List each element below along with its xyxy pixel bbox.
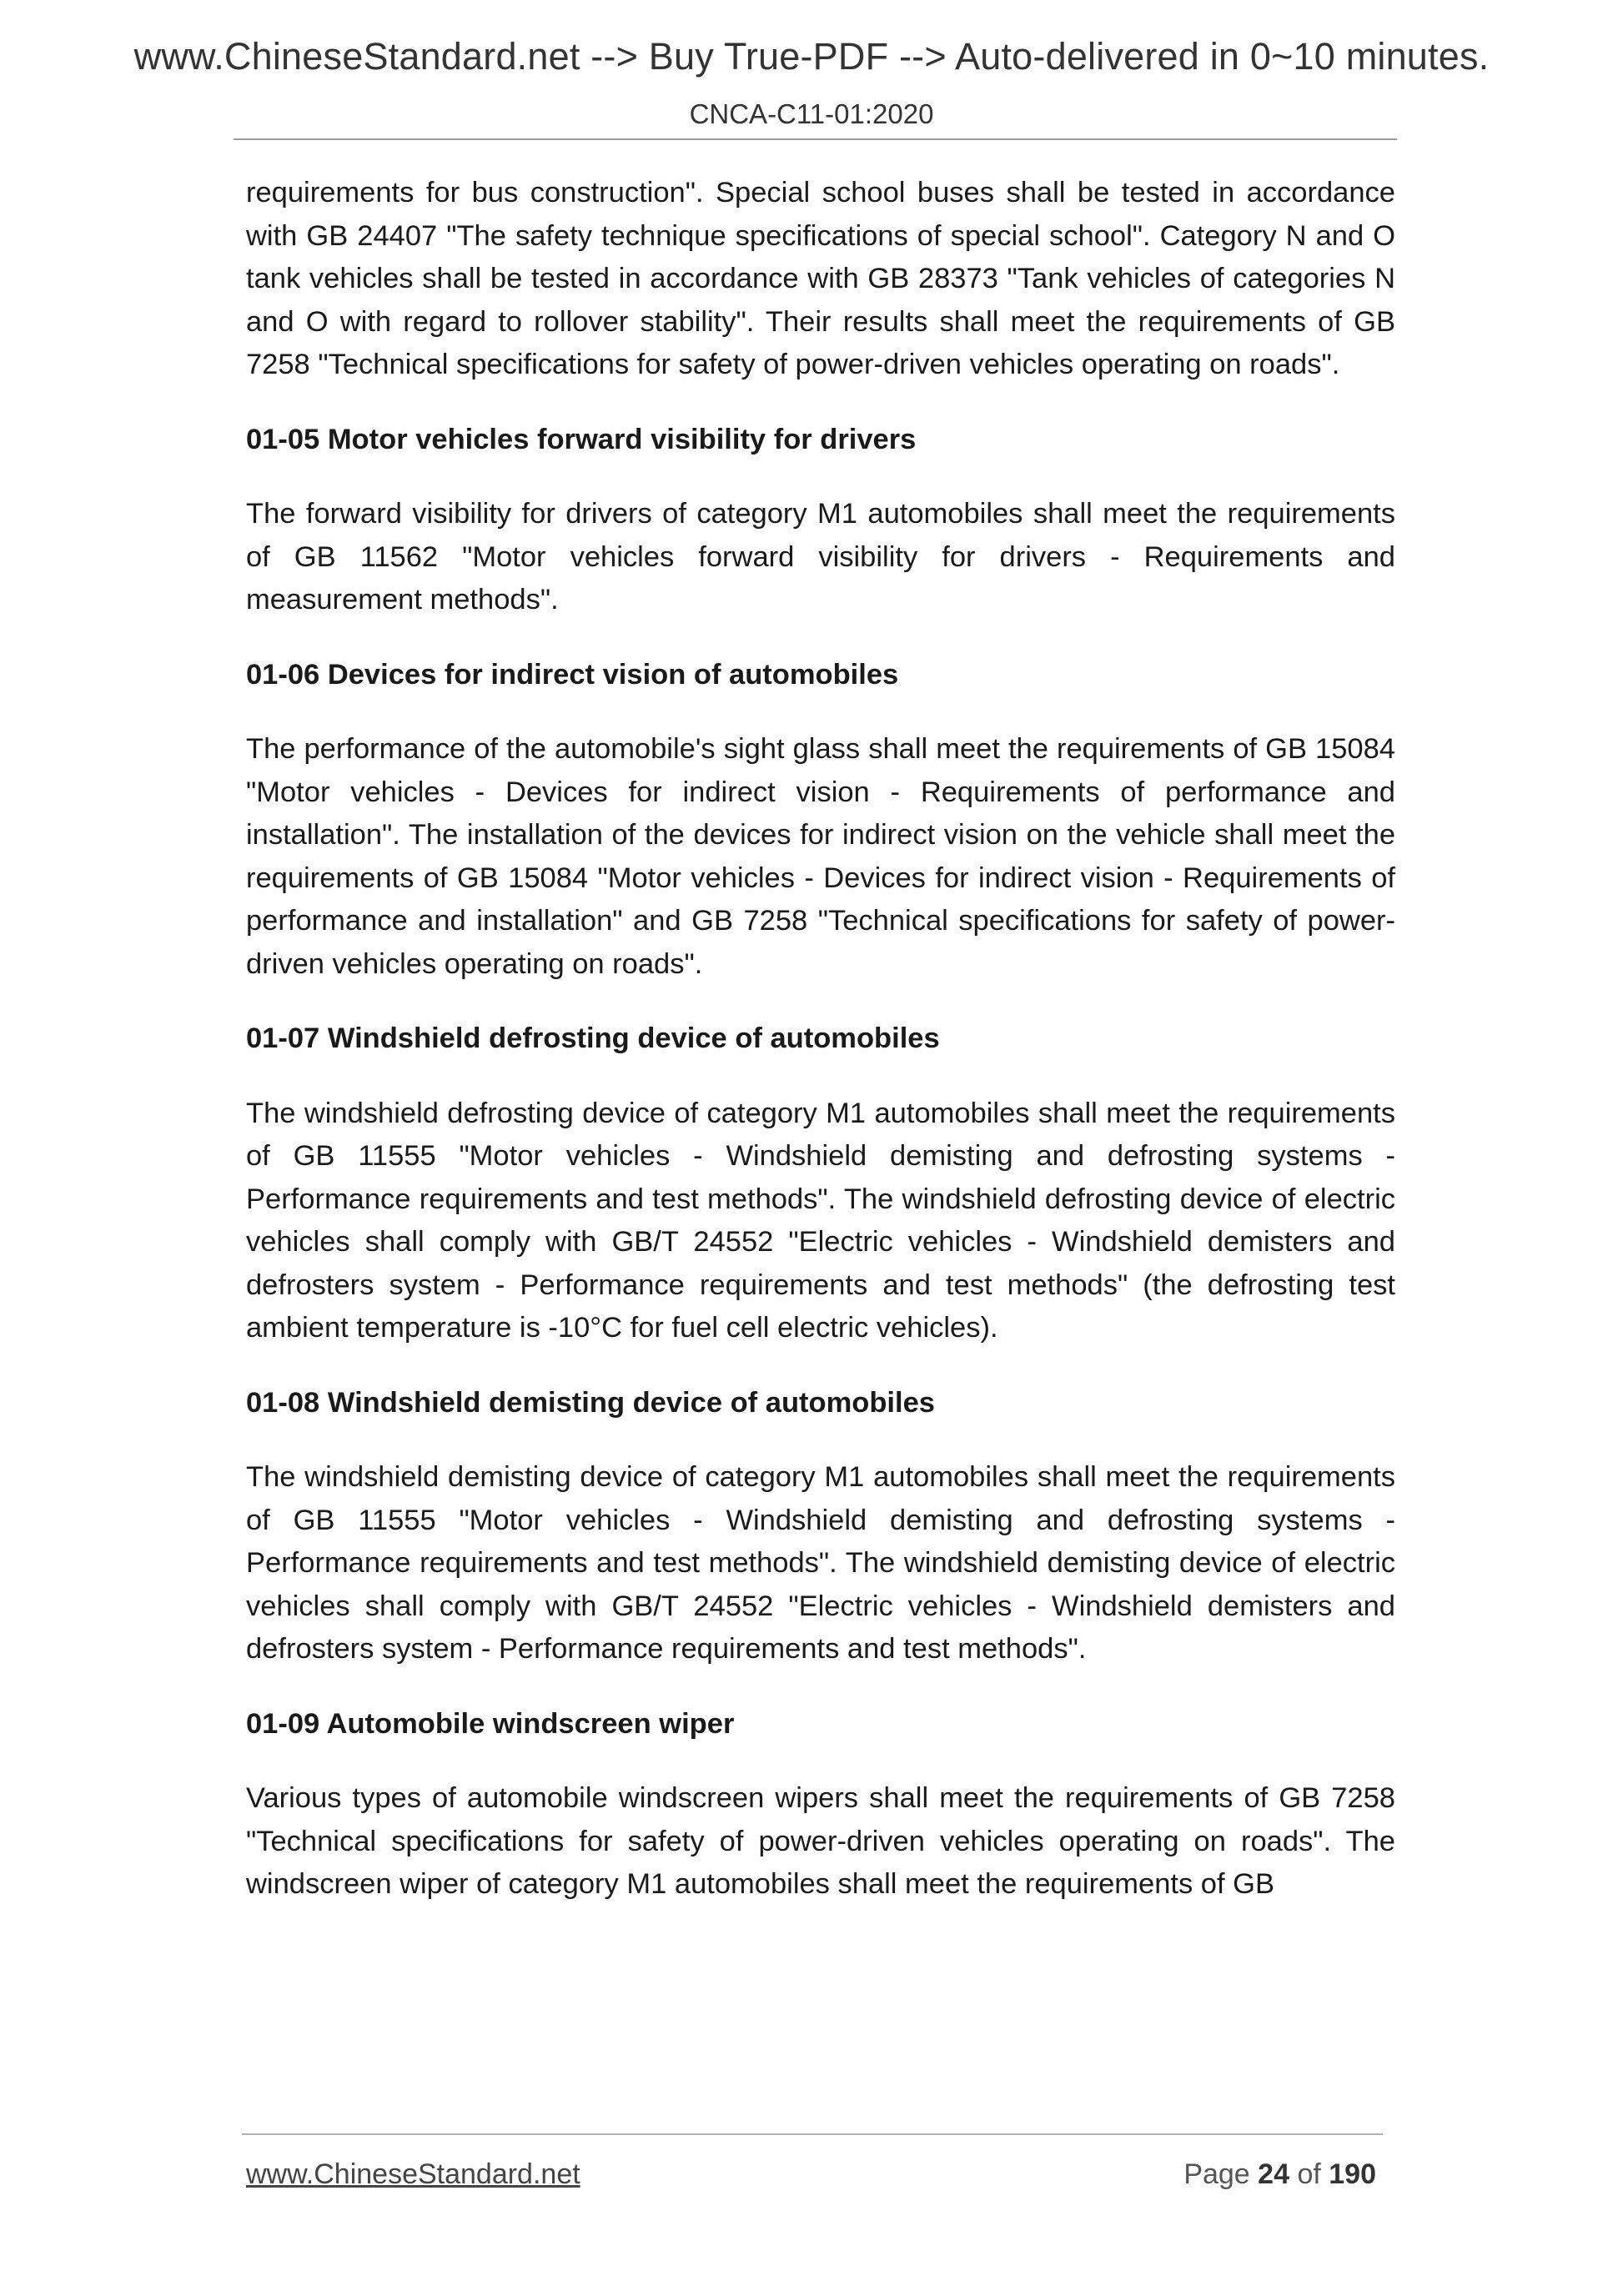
header-divider <box>234 138 1397 140</box>
section-text-01-07: The windshield defrosting device of category M1 automobiles shall meet the requirements of GB 11555 "Motor vehicles - Windshield demisting and defrosting systems - Performance requirements and test methods". The windshield defrosting device of electric vehicles shall comply with GB/T 24552 "Electric vehicles - Windshield demisters and defrosters system - Performance requirements and test methods" (the defrosting test ambient temperature is -10°C for fuel cell electric vehicles). <box>246 1097 1395 1344</box>
site-banner[interactable]: www.ChineseStandard.net --> Buy True-PDF --> Auto-delivered in 0~10 minutes. <box>133 35 1490 78</box>
of-label: of <box>1297 2158 1321 2190</box>
section-text-01-05: The forward visibility for drivers of category M1 automobiles shall meet the requirements of GB 11562 "Motor vehicles forward visibility for drivers - Requirements and measurement methods". <box>246 498 1395 615</box>
page-number: 24 <box>1258 2158 1289 2190</box>
section-heading-01-09: 01-09 Automobile windscreen wiper <box>246 1707 735 1740</box>
footer-divider <box>242 2133 1383 2135</box>
total-pages: 190 <box>1329 2158 1376 2190</box>
intro-paragraph: requirements for bus construction". Special school buses shall be tested in accordance with GB 24407 "The safety technique specifications of special school". Category N and O tank vehicles shall be tested in accordance with GB 28373 "Tank vehicles of categories N and O with regard to rollover stability". Their results shall meet the requirements of GB 7258 "Technical specifications for safety of power-driven vehicles operating on roads". <box>246 177 1395 380</box>
document-code: CNCA-C11-01:2020 <box>689 98 934 129</box>
footer-site-link[interactable]: www.ChineseStandard.net <box>246 2158 580 2190</box>
section-text-01-09: Various types of automobile windscreen wipers shall meet the requirements of GB 7258 "Technical specifications for safety of power-driven vehicles operating on roads". The windscreen wiper of category M1 automobiles shall meet the requirements of GB <box>246 1782 1395 1900</box>
page-label: Page <box>1183 2158 1250 2190</box>
section-heading-01-07: 01-07 Windshield defrosting device of automobiles <box>246 1022 940 1054</box>
section-text-01-08: The windshield demisting device of category M1 automobiles shall meet the requirements of GB 11555 "Motor vehicles - Windshield demisting and defrosting systems - Performance requirements and test methods". The windshield demisting device of electric vehicles shall comply with GB/T 24552 "Electric vehicles - Windshield demisters and defrosters system - Performance requirements and test methods". <box>246 1461 1395 1665</box>
document-body <box>246 172 1395 1907</box>
page-indicator <box>1183 2158 1376 2191</box>
section-heading-01-08: 01-08 Windshield demisting device of automobiles <box>246 1386 935 1419</box>
section-heading-01-05: 01-05 Motor vehicles forward visibility for drivers <box>246 423 917 455</box>
section-heading-01-06: 01-06 Devices for indirect vision of automobiles <box>246 658 899 691</box>
section-text-01-06: The performance of the automobile's sight glass shall meet the requirements of GB 15084 "Motor vehicles - Devices for indirect vision - Requirements of performance and installation". The installation of the devices for indirect vision on the vehicle shall meet the requirements of GB 15084 "Motor vehicles - Devices for indirect vision - Requirements of performance and installation" and GB 7258 "Technical specifications for safety of power-driven vehicles operating on roads". <box>246 733 1395 980</box>
